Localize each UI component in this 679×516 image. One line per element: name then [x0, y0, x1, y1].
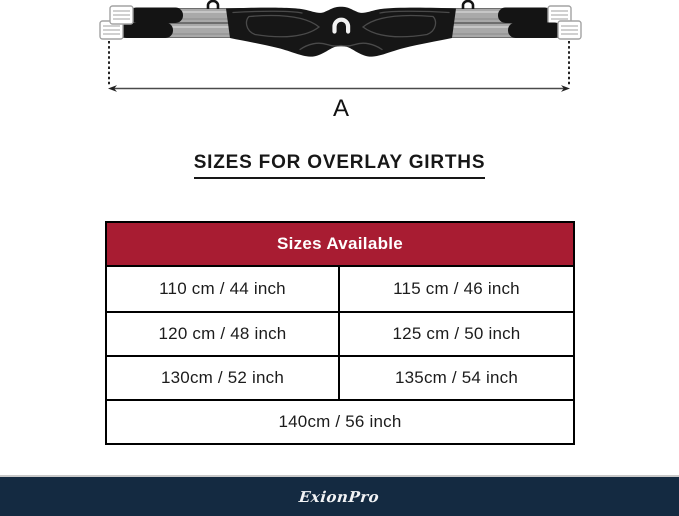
size-cell: 130cm / 52 inch	[107, 357, 340, 399]
size-cell: 140cm / 56 inch	[278, 412, 402, 431]
strap-keeper	[498, 8, 552, 24]
strap-keeper	[508, 23, 562, 39]
page-title: SIZES FOR OVERLAY GIRTHS	[194, 152, 486, 179]
size-cell: 125 cm / 50 inch	[392, 324, 521, 343]
girth-body	[226, 7, 456, 57]
left-top-loop	[208, 1, 218, 9]
table-row	[107, 355, 573, 399]
size-cell: 120 cm / 48 inch	[107, 313, 340, 355]
dimension-arrow	[108, 85, 570, 92]
buckle-icon	[558, 21, 581, 39]
footer-bar	[0, 477, 679, 516]
strap-keeper	[129, 8, 183, 24]
sizes-table	[105, 221, 575, 445]
size-cell: 110 cm / 44 inch	[107, 267, 340, 311]
buckle-icon	[110, 6, 133, 24]
table-header: Sizes Available	[107, 223, 573, 267]
dimension-label: A	[332, 95, 350, 122]
section-title-wrap	[0, 152, 679, 179]
brand-logo: ExionPro	[298, 487, 381, 506]
size-cell: 135cm / 54 inch	[394, 368, 518, 387]
size-cell: 115 cm / 46 inch	[393, 279, 520, 298]
table-row	[107, 267, 573, 311]
strap-keeper	[119, 23, 173, 39]
table-row	[107, 399, 573, 443]
right-top-loop	[463, 1, 473, 9]
girth-diagram	[0, 0, 679, 130]
table-row	[107, 311, 573, 355]
